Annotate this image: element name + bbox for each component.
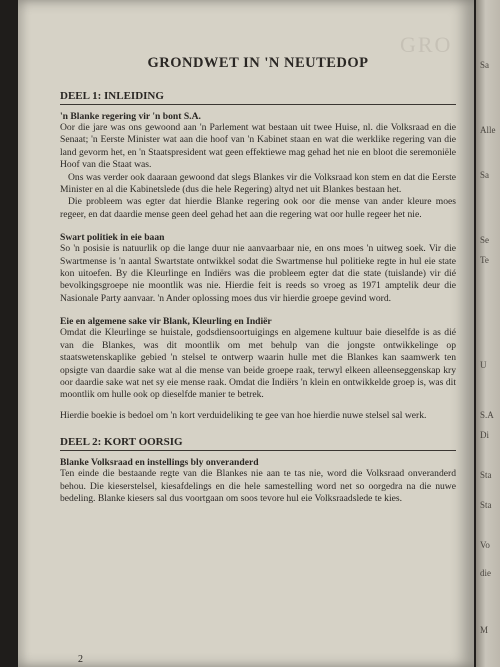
- facing-text: Sa: [480, 60, 489, 70]
- deel1-heading: DEEL 1: INLEIDING: [60, 90, 456, 105]
- facing-text: Di: [480, 430, 489, 440]
- paragraph: Omdat die Kleurlinge se huistale, godsdiensoortuigings en algemene kultuur baie dieselfde is as dié van die Blankes, was dit moontlik om met behulp van die jongste ontwikkelinge op staatswetenskaplike gebied 'n stelsel te ontwerp waarin hulle met die Blankes kan saamwerk ten opsigte van daardie sake wat al die mense van beide groepe raak, terwyl elkeen alleenseggenskap kry oor daardie sake wat net sy eie mense raak. Omdat die Indiërs 'n klein en ontwikkelde groep is, was dit moontlik om hulle ook op dieselfde manier te betrek.: [60, 327, 456, 401]
- facing-text: Sta: [480, 500, 492, 510]
- page-number: 2: [78, 654, 83, 665]
- facing-text: S.A: [480, 410, 494, 420]
- deel2-heading: DEEL 2: KORT OORSIG: [60, 436, 456, 451]
- paragraph: Hierdie boekie is bedoel om 'n kort verduideliking te gee van hoe hierdie nuwe stelsel sal werk.: [60, 409, 427, 421]
- facing-text: die: [480, 568, 491, 578]
- paragraph: So 'n posisie is natuurlik op die lange duur nie aanvaarbaar nie, en ons moes 'n uitweg soek. Vir die Swartmense is 'n aantal Swartstate ontwikkel sodat die Swartmense hul politieke regte in hul eie state kon uitoefen. By die Kleurlinge en Indiërs was die probleem egter dat die state (tuislande) vir dié bevolkingsgroepe nie moontlik was nie. Hierdie feit is reeds so vroeg as 1971 amptelik deur die Nasionale Party aanvaar. 'n Ander oplossing moes dus vir hierdie groepe gevind word.: [60, 243, 456, 304]
- paragraph: Ten einde die bestaande regte van die Blankes nie aan te tas nie, word die Volksraad onveranderd behou. Die kieserstelsel, kiesafdelings en die hele samestelling word net so oorgedra na die nuwe bedeling. Blanke kiesers sal dus voortgaan om soos tevore hul eie Volksraadslede te kies.: [60, 468, 456, 504]
- book-page: [18, 0, 474, 667]
- section-heading: Swart politiek in eie baan: [60, 232, 165, 244]
- facing-text: Se: [480, 235, 489, 245]
- facing-text: Alle: [480, 125, 496, 135]
- paragraph: Die probleem was egter dat hierdie Blanke regering ook oor die mense van ander kleure moes regeer, en dat daardie mense geen deel gehad het aan die regering wat oor hulle regeer het nie.: [60, 196, 456, 220]
- facing-text: U: [480, 360, 487, 370]
- page-content: [60, 55, 456, 505]
- facing-text: Sa: [480, 170, 489, 180]
- section-heading: Blanke Volksraad en instellings bly onveranderd: [60, 457, 259, 469]
- page-title: GRONDWET IN 'N NEUTEDOP: [147, 55, 369, 71]
- show-through-text: GRO: [400, 32, 453, 57]
- paragraph: Ons was verder ook daaraan gewoond dat slegs Blankes vir die Volksraad kon stem en dat die Eerste Minister en al die Kabinetslede (dus die hele Regering) altyd net uit Blankes bestaan het.: [60, 171, 456, 196]
- section-heading: 'n Blanke regering vir 'n bont S.A.: [60, 111, 201, 122]
- facing-text: Te: [480, 255, 489, 265]
- paragraph: Oor die jare was ons gewoond aan 'n Parlement wat bestaan uit twee Huise, nl. die Volksraad en die Senaat; 'n Eerste Minister wat aan die hoof van 'n Kabinet staan en wat die werklike regering van die land gevorm het, en 'n Staatspresident wat geen effektiewe mag gehad het nie en bloot die seremoniële Hoof van die Staat was.: [60, 122, 456, 171]
- facing-text: Sta: [480, 470, 492, 480]
- section-heading: Eie en algemene sake vir Blank, Kleurling en Indiër: [60, 316, 272, 328]
- facing-text: Vo: [480, 540, 490, 550]
- facing-page-edge: [476, 0, 500, 667]
- facing-text: M: [480, 625, 489, 635]
